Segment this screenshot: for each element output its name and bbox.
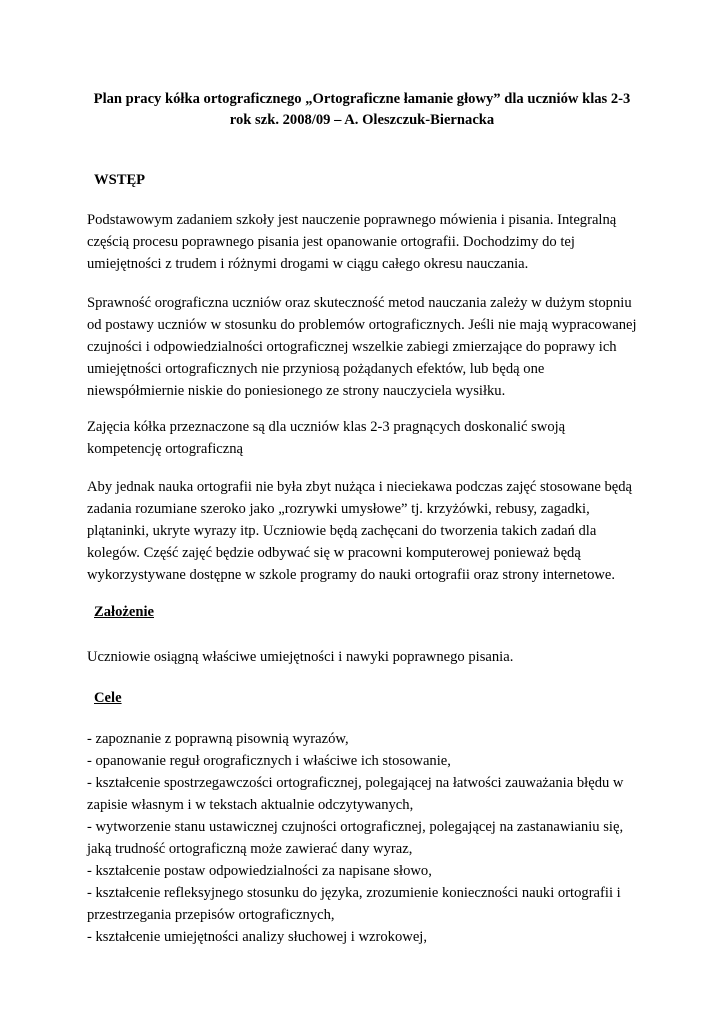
paragraph-line: umiejętności ortograficznych nie przyniosą pożądanych efektów, lub będą one xyxy=(87,361,545,377)
list-item-line: - kształcenie spostrzegawczości ortograficznej, polegającej na łatwości zauważania błędu w xyxy=(87,775,624,791)
list-item-line: - kształcenie postaw odpowiedzialności za napisane słowo, xyxy=(87,863,432,879)
paragraph-line: częścią procesu poprawnego pisania jest opanowanie ortografii. Dochodzimy do tej xyxy=(87,234,575,250)
list-item-line: - opanowanie reguł orograficznych i właściwe ich stosowanie, xyxy=(87,753,451,769)
section-heading-intro: WSTĘP xyxy=(94,172,146,188)
goals-list xyxy=(87,728,667,948)
paragraph-line: Aby jednak nauka ortografii nie była zbyt nużąca i nieciekawa podczas zajęć stosowane będą xyxy=(87,479,632,495)
paragraph-line: kompetencję ortograficzną xyxy=(87,441,243,457)
list-item xyxy=(87,728,667,750)
list-item xyxy=(87,750,667,772)
assumption-text xyxy=(87,646,657,668)
section-heading-goals: Cele xyxy=(94,690,122,706)
list-item-line: - kształcenie refleksyjnego stosunku do języka, zrozumienie konieczności nauki ortografii i xyxy=(87,885,621,901)
intro-paragraph-4 xyxy=(87,476,657,586)
list-item xyxy=(87,926,667,948)
paragraph-line: kolegów. Część zajęć będzie odbywać się w pracowni komputerowej ponieważ będą xyxy=(87,545,581,561)
document-title xyxy=(40,89,684,131)
title-line-2: rok szk. 2008/09 – A. Oleszczuk-Biernacka xyxy=(229,112,495,128)
paragraph-line: od postawy uczniów w stosunku do problemów ortograficznych. Jeśli nie mają wypracowanej xyxy=(87,317,637,333)
paragraph-line: umiejętności z trudem i różnymi drogami w ciągu całego okresu nauczania. xyxy=(87,256,529,272)
list-item-line: przestrzegania przepisów ortograficznych, xyxy=(87,907,335,923)
list-item-line: zapisie własnym i w tekstach aktualnie odczytywanych, xyxy=(87,797,414,813)
list-item-line: - kształcenie umiejętności analizy słuchowej i wzrokowej, xyxy=(87,929,427,945)
paragraph-line: zadania rozumiane szeroko jako „rozrywki umysłowe” tj. krzyżówki, rebusy, zagadki, xyxy=(87,501,590,517)
intro-paragraph-1 xyxy=(87,209,657,275)
list-item xyxy=(87,772,667,816)
list-item xyxy=(87,816,667,860)
section-heading-assumption: Założenie xyxy=(94,604,154,620)
paragraph-line: Sprawność orograficzna uczniów oraz skuteczność metod nauczania zależy w dużym stopniu xyxy=(87,295,632,311)
intro-paragraph-2 xyxy=(87,292,657,402)
list-item xyxy=(87,860,667,882)
paragraph-line: niewspółmiernie niskie do poniesionego ze strony nauczyciela wysiłku. xyxy=(87,383,506,399)
paragraph-line: wykorzystywane dostępne w szkole programy do nauki ortografii oraz strony internetowe. xyxy=(87,567,616,583)
paragraph-line: czujności i odpowiedzialności ortograficznej wszelkie zabiegi zmierzające do poprawy ich xyxy=(87,339,617,355)
paragraph-line: plątaninki, ukryte wyrazy itp. Uczniowie będą zachęcani do tworzenia takich zadań dla xyxy=(87,523,597,539)
list-item-line: - wytworzenie stanu ustawicznej czujności ortograficznej, polegającej na zastanawianiu się, xyxy=(87,819,624,835)
paragraph-line: Podstawowym zadaniem szkoły jest nauczenie poprawnego mówienia i pisania. Integralną xyxy=(87,212,617,228)
list-item xyxy=(87,882,667,926)
list-item-line: - zapoznanie z poprawną pisownią wyrazów, xyxy=(87,731,349,747)
list-item-line: jaką trudność ortograficzną może zawierać dany wyraz, xyxy=(87,841,413,857)
title-line-1: Plan pracy kółka ortograficznego „Ortograficzne łamanie głowy” dla uczniów klas 2-3 xyxy=(93,91,631,107)
paragraph-line: Zajęcia kółka przeznaczone są dla uczniów klas 2-3 pragnących doskonalić swoją xyxy=(87,419,566,435)
paragraph-line: Uczniowie osiągną właściwe umiejętności i nawyki poprawnego pisania. xyxy=(87,649,514,665)
intro-paragraph-3 xyxy=(87,416,657,460)
